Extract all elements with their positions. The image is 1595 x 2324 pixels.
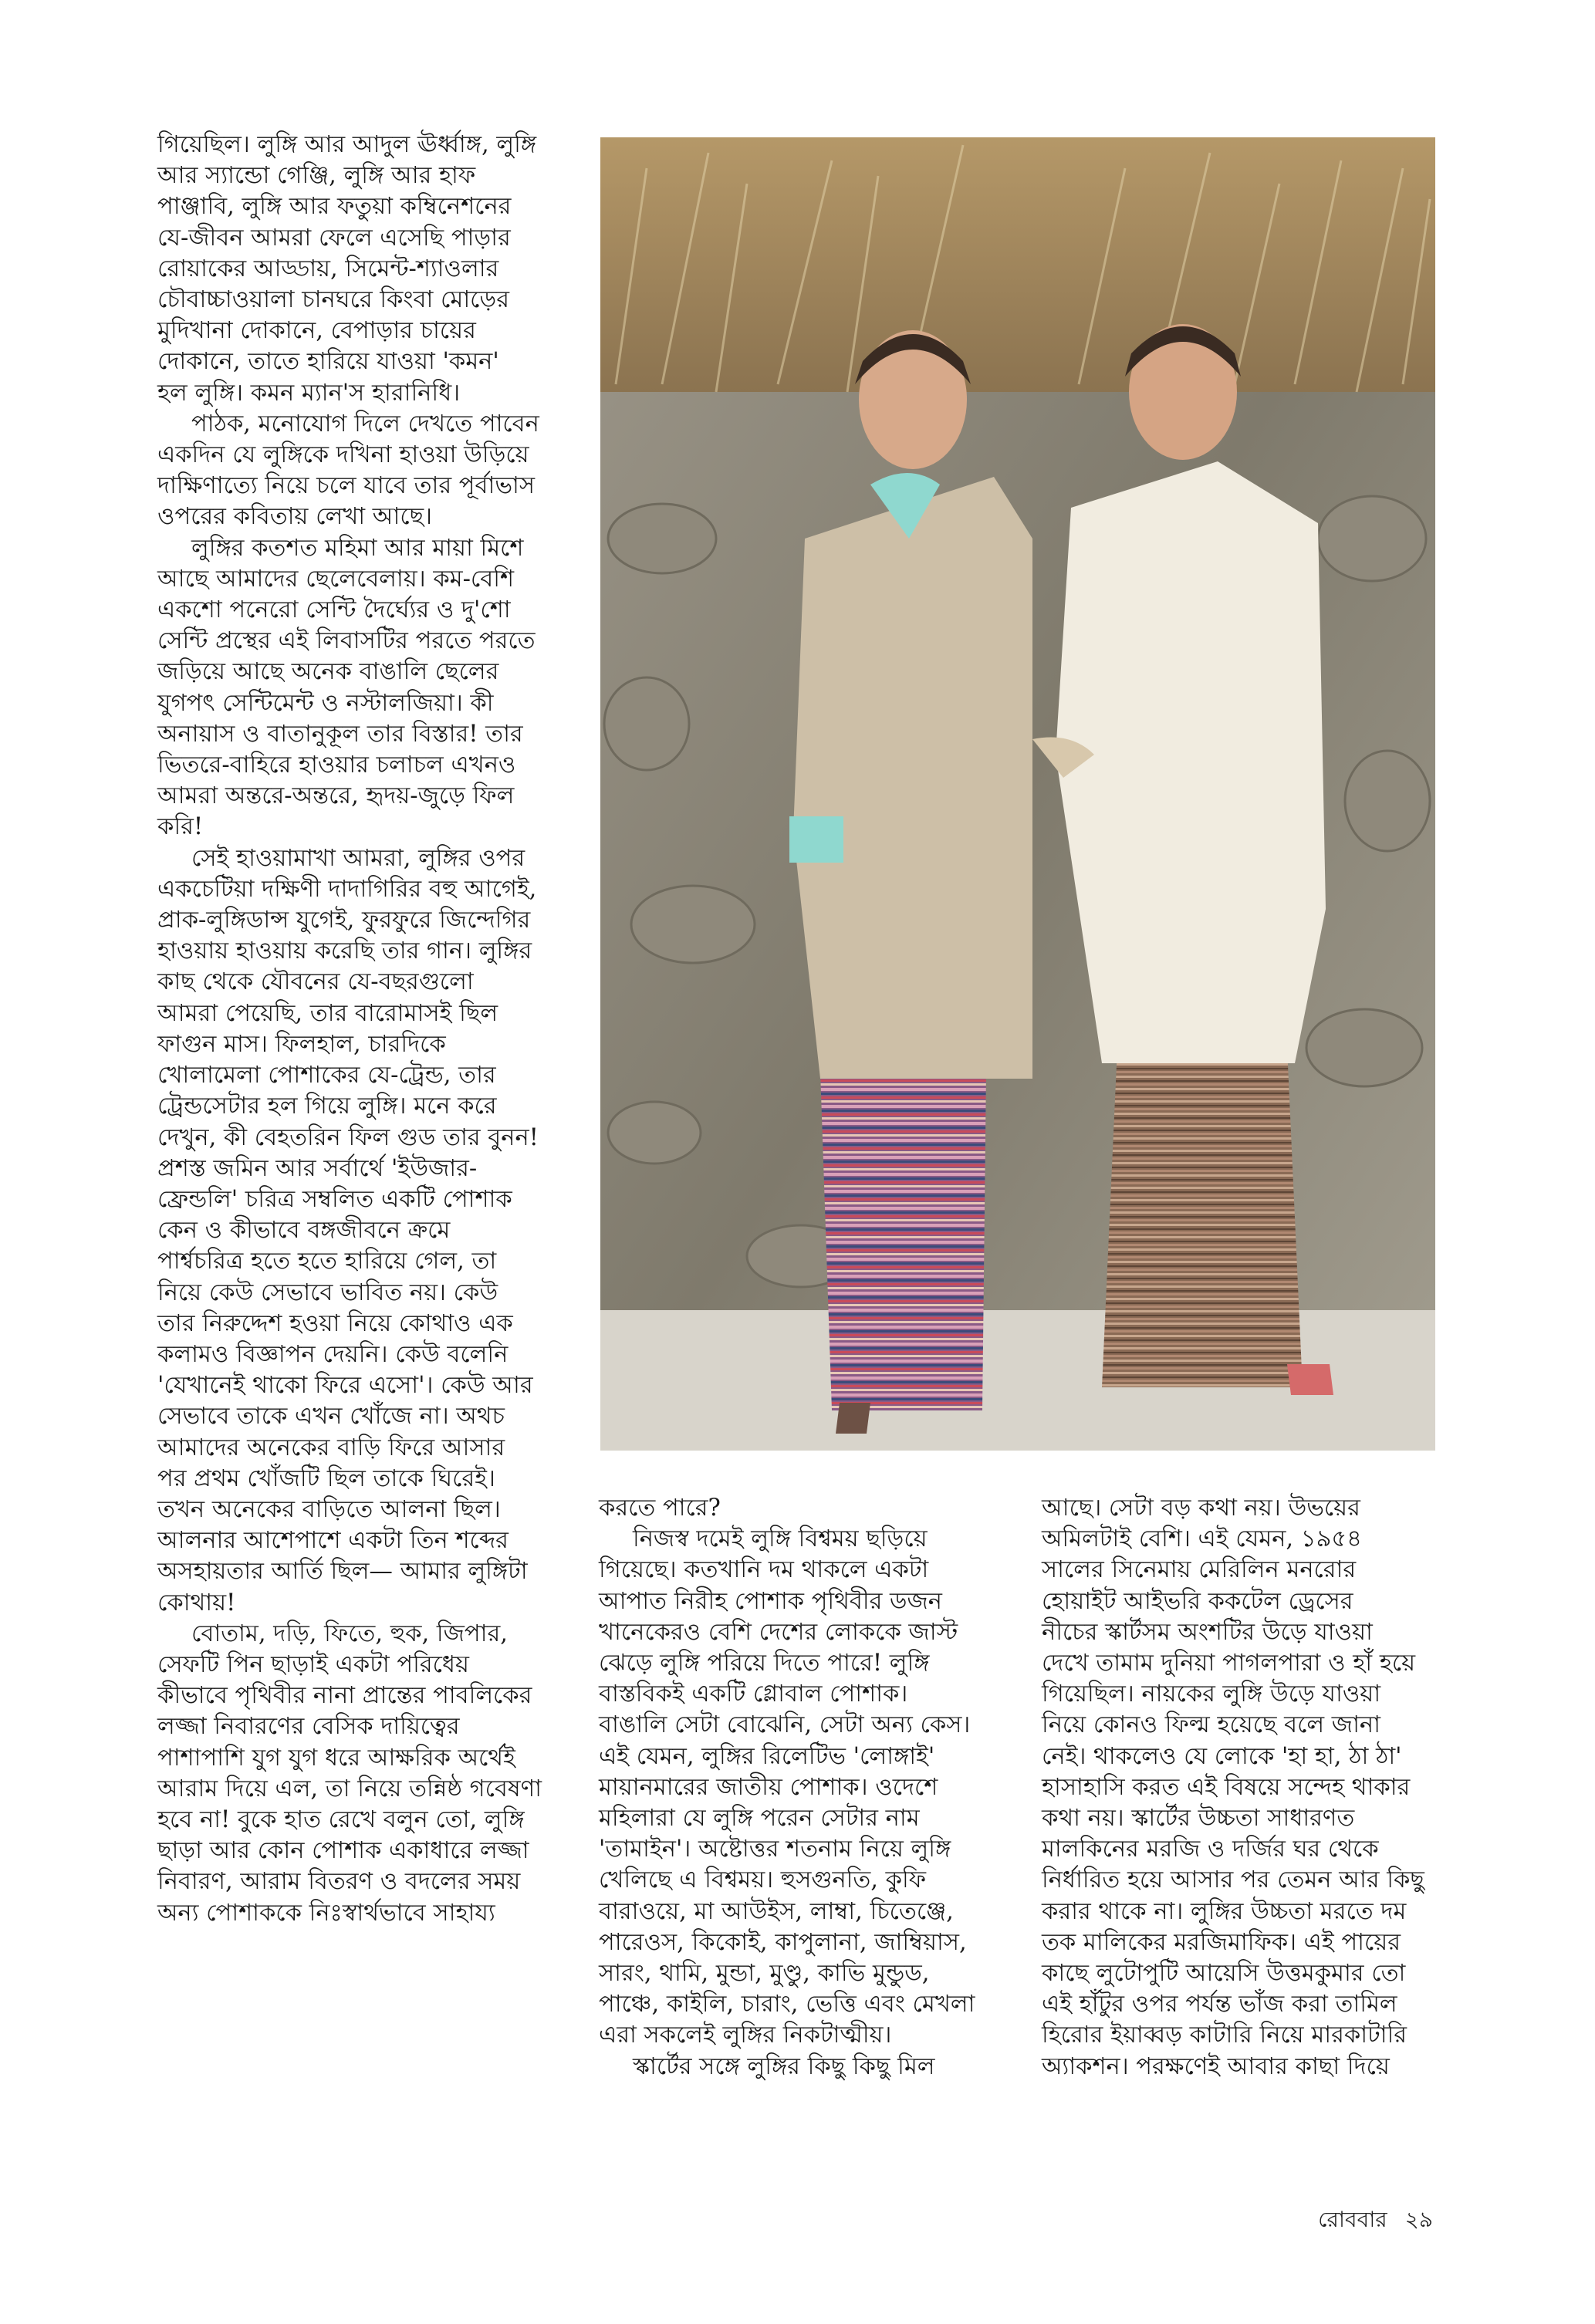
text-line: মায়ানমারের জাতীয় পোশাক। ওদেশে <box>599 1773 938 1801</box>
text-line: 'যেখানেই থাকো ফিরে এসো'। কেউ আর <box>157 1372 533 1400</box>
text-line: ছাড়া আর কোন পোশাক একাধারে লজ্জা <box>157 1837 529 1865</box>
text-line: সেন্টি প্রস্থের এই লিবাসটির পরতে পরতে <box>157 627 536 655</box>
text-line: লজ্জা নিবারণের বেসিক দায়িত্বের <box>157 1713 460 1741</box>
text-line: তখন অনেকের বাড়িতে আলনা ছিল। <box>157 1495 501 1523</box>
text-line: 'তামাইন'। অষ্টোত্তর শতনাম নিয়ে লুঙ্গি <box>599 1836 951 1863</box>
text-line: নেই। থাকলেও যে লোকে 'হা হা, ঠা ঠা' <box>1042 1742 1402 1770</box>
text-line: এই যেমন, লুঙ্গির রিলেটিভ 'লোঙ্গাই' <box>599 1742 935 1770</box>
text-line: হোয়াইট আইভরি ককটেল ড্রেসের <box>1042 1587 1353 1615</box>
text-line: কথা নয়। স্কার্টের উচ্চতা সাধারণত <box>1042 1805 1355 1833</box>
text-line: ফাগুন মাস। ফিলহাল, চারদিকে <box>157 1030 446 1058</box>
text-line: আছে। সেটা বড় কথা নয়। উভয়ের <box>1042 1495 1360 1522</box>
text-line: করি! <box>157 813 204 841</box>
text-line: সেফটি পিন ছাড়াই একটা পরিধেয় <box>157 1650 469 1678</box>
text-line: হাওয়ায় হাওয়ায় করেছি তার গান। লুঙ্গির <box>157 937 532 965</box>
text-line: হবে না! বুকে হাত রেখে বলুন তো, লুঙ্গি <box>157 1805 525 1833</box>
text-line: খেলিছে এ বিশ্বময়। হুসগুনতি, কুফি <box>599 1866 927 1894</box>
text-line: নির্ধারিত হয়ে আসার পর তেমন আর কিছু <box>1042 1866 1424 1894</box>
text-line: রোয়াকের আড্ডায়, সিমেন্ট-শ্যাওলার <box>157 255 499 282</box>
page-footer <box>1307 2203 1433 2239</box>
text-line: গিয়েছিল। লুঙ্গি আর আদুল ঊর্ধ্বাঙ্গ, লুঙ্গি <box>157 131 537 158</box>
text-line: যুগপৎ সেন্টিমেন্ট ও নস্টালজিয়া। কী <box>157 689 494 717</box>
text-line: বাঙালি সেটা বোঝেনি, সেটা অন্য কেস। <box>599 1711 971 1739</box>
text-line: অমিলটাই বেশি। এই যেমন, ১৯৫৪ <box>1042 1525 1362 1553</box>
text-line: কীভাবে পৃথিবীর নানা প্রান্তের পাবলিকের <box>157 1682 532 1710</box>
text-line: মহিলারা যে লুঙ্গি পরেন সেটার নাম <box>599 1805 920 1833</box>
text-line: কেন ও কীভাবে বঙ্গজীবনে ক্রমে <box>157 1217 451 1245</box>
text-line: ঝেড়ে লুঙ্গি পরিয়ে দিতে পারে! লুঙ্গি <box>599 1650 930 1677</box>
text-line: অনায়াস ও বাতানুকূল তার বিস্তার! তার <box>157 720 523 748</box>
article-photo <box>600 137 1435 1451</box>
text-line: আছে আমাদের ছেলেবেলায়। কম-বেশি <box>157 565 515 593</box>
text-line: নিজস্ব দমেই লুঙ্গি বিশ্বময় ছড়িয়ে <box>633 1525 928 1553</box>
text-line: আমরা অন্তরে-অন্তরে, হৃদয়-জুড়ে ফিল <box>157 782 515 810</box>
text-line: পার্শ্বচরিত্র হতে হতে হারিয়ে গেল, তা <box>157 1248 497 1275</box>
text-line: খানেকেরও বেশি দেশের লোককে জাস্ট <box>599 1618 958 1646</box>
text-line: তার নিরুদ্দেশ হওয়া নিয়ে কোথাও এক <box>157 1309 513 1337</box>
text-line: আলনার আশেপাশে একটা তিন শব্দের <box>157 1527 509 1555</box>
article-column-middle <box>599 1493 992 2082</box>
text-line: বোতাম, দড়ি, ফিতে, হুক, জিপার, <box>191 1620 508 1647</box>
text-line: গিয়েছিল। নায়কের লুঙ্গি উড়ে যাওয়া <box>1042 1681 1381 1708</box>
text-line: আমরা পেয়েছি, তার বারোমাসই ছিল <box>157 999 498 1027</box>
text-line: দোকানে, তাতে হারিয়ে যাওয়া 'কমন' <box>157 348 499 376</box>
text-line: দেখুন, কী বেহতরিন ফিল গুড তার বুনন! <box>157 1123 539 1151</box>
text-line: কলামও বিজ্ঞাপন দেয়নি। কেউ বলেনি <box>157 1340 509 1368</box>
text-line: প্রাক-লুঙ্গিডান্স যুগেই, ফুরফুরে জিন্দেগির <box>157 907 531 934</box>
text-line: আমাদের অনেকের বাড়ি ফিরে আসার <box>157 1434 505 1461</box>
text-line: একচেটিয়া দক্ষিণী দাদাগিরির বহু আগেই, <box>157 875 537 903</box>
text-line: স্কার্টের সঙ্গে লুঙ্গির কিছু কিছু মিল <box>633 2052 935 2080</box>
text-line: নীচের স্কার্টসম অংশটির উড়ে যাওয়া <box>1042 1618 1373 1646</box>
text-line: পাঞ্চে, কাইলি, চারাং, ভেত্তি এবং মেখলা <box>599 1991 975 2018</box>
text-line: পাশাপাশি যুগ যুগ ধরে আক্ষরিক অর্থেই <box>157 1744 515 1772</box>
text-line: গিয়েছে। কতখানি দম থাকলে একটা <box>599 1556 929 1584</box>
text-line: দাক্ষিণাত্যে নিয়ে চলে যাবে তার পূর্বাভাস <box>157 472 536 500</box>
page-number: ২৯ <box>1404 2207 1433 2232</box>
text-line: পাঞ্জাবি, লুঙ্গি আর ফতুয়া কম্বিনেশনের <box>157 193 512 221</box>
text-line: তক মালিকের মরজিমাফিক। এই পায়ের <box>1042 1928 1401 1956</box>
text-line: লুঙ্গির কতশত মহিমা আর মায়া মিশে <box>191 534 524 562</box>
text-line: অন্য পোশাককে নিঃস্বার্থভাবে সাহায্য <box>157 1899 495 1927</box>
text-line: এরা সকলেই লুঙ্গির নিকটাত্মীয়। <box>599 2022 892 2049</box>
text-line: চৌবাচ্চাওয়ালা চানঘরে কিংবা মোড়ের <box>157 286 509 314</box>
text-line: জড়িয়ে আছে অনেক বাঙালি ছেলের <box>157 658 499 686</box>
article-column-right <box>1042 1493 1443 2082</box>
text-line: মুদিখানা দোকানে, বেপাড়ার চায়ের <box>157 317 476 345</box>
magazine-name: রোববার <box>1318 2207 1387 2232</box>
text-line: নিবারণ, আরাম বিতরণ ও বদলের সময় <box>157 1868 521 1896</box>
text-line: একদিন যে লুঙ্গিকে দখিনা হাওয়া উড়িয়ে <box>157 441 529 469</box>
text-line: ফ্রেন্ডলি' চরিত্র সম্বলিত একটি পোশাক <box>157 1185 512 1213</box>
text-line: আপাত নিরীহ পোশাক পৃথিবীর ডজন <box>599 1587 942 1615</box>
text-line: পাঠক, মনোযোগ দিলে দেখতে পাবেন <box>191 410 539 437</box>
text-line: এই হাঁটুর ওপর পর্যন্ত ভাঁজ করা তামিল <box>1042 1991 1397 2018</box>
text-line: নিয়ে কোনও ফিল্ম হয়েছে বলে জানা <box>1042 1711 1380 1739</box>
text-line: হাসাহাসি করত এই বিষয়ে সন্দেহ থাকার <box>1042 1773 1411 1801</box>
text-line: বারাওয়ে, মা আউইস, লাম্বা, চিতেঞ্জে, <box>599 1897 954 1925</box>
text-line: যে-জীবন আমরা ফেলে এসেছি পাড়ার <box>157 224 511 252</box>
text-line: হল লুঙ্গি। কমন ম্যান'স হারানিধি। <box>157 379 461 407</box>
text-line: সেভাবে তাকে এখন খোঁজে না। অথচ <box>157 1403 505 1431</box>
text-line: কাছ থেকে যৌবনের যে-বছরগুলো <box>157 968 474 996</box>
text-line: কাছে লুটোপুটি আয়েসি উত্তমকুমার তো <box>1042 1960 1406 1988</box>
text-line: কোথায়! <box>157 1589 236 1616</box>
text-line: প্রশস্ত জমিন আর সর্বার্থে 'ইউজার- <box>157 1154 478 1182</box>
text-line: হিরোর ইয়াব্বড় কাটারি নিয়ে মারকাটারি <box>1042 2022 1407 2049</box>
text-line: সেই হাওয়ামাখা আমরা, লুঙ্গির ওপর <box>191 844 525 872</box>
text-line: আরাম দিয়ে এল, তা নিয়ে তন্নিষ্ঠ গবেষণা <box>157 1775 542 1802</box>
text-line: ভিতরে-বাহিরে হাওয়ার চলাচল এখনও <box>157 752 516 779</box>
text-line: পারেওস, কিকোই, কাপুলানা, জাম্বিয়াস, <box>599 1928 967 1956</box>
text-line: দেখে তামাম দুনিয়া পাগলপারা ও হাঁ হয়ে <box>1042 1650 1416 1677</box>
text-line: একশো পনেরো সেন্টি দৈর্ঘ্যের ও দু'শো <box>157 596 511 624</box>
text-line: নিয়ে কেউ সেভাবে ভাবিত নয়। কেউ <box>157 1279 498 1306</box>
text-line: ওপরের কবিতায় লেখা আছে। <box>157 503 432 531</box>
text-line: ট্রেন্ডসেটার হল গিয়ে লুঙ্গি। মনে করে <box>157 1093 497 1120</box>
text-line: সারং, থামি, মুন্ডা, মুণ্ডু, কাভি মুন্ডুড, <box>599 1960 930 1988</box>
text-line: অ্যাকশন। পরক্ষণেই আবার কাছা দিয়ে <box>1042 2052 1390 2080</box>
text-line: বাস্তবিকই একটি গ্লোবাল পোশাক। <box>599 1681 908 1708</box>
text-line: করতে পারে? <box>599 1495 721 1522</box>
text-line: মালকিনের মরজি ও দর্জির ঘর থেকে <box>1042 1836 1379 1863</box>
photo-illustration <box>600 137 1435 1451</box>
text-line: সালের সিনেমায় মেরিলিন মনরোর <box>1042 1556 1357 1584</box>
text-line: অসহায়তার আর্তি ছিল— আমার লুঙ্গিটা <box>157 1558 528 1586</box>
text-line: আর স্যান্ডো গেঞ্জি, লুঙ্গি আর হাফ <box>157 162 476 190</box>
article-column-left <box>157 130 551 1929</box>
text-line: করার থাকে না। লুঙ্গির উচ্চতা মরতে দম <box>1042 1897 1407 1925</box>
text-line: খোলামেলা পোশাকের যে-ট্রেন্ড, তার <box>157 1062 496 1089</box>
text-line: পর প্রথম খোঁজটি ছিল তাকে ঘিরেই। <box>157 1464 495 1492</box>
